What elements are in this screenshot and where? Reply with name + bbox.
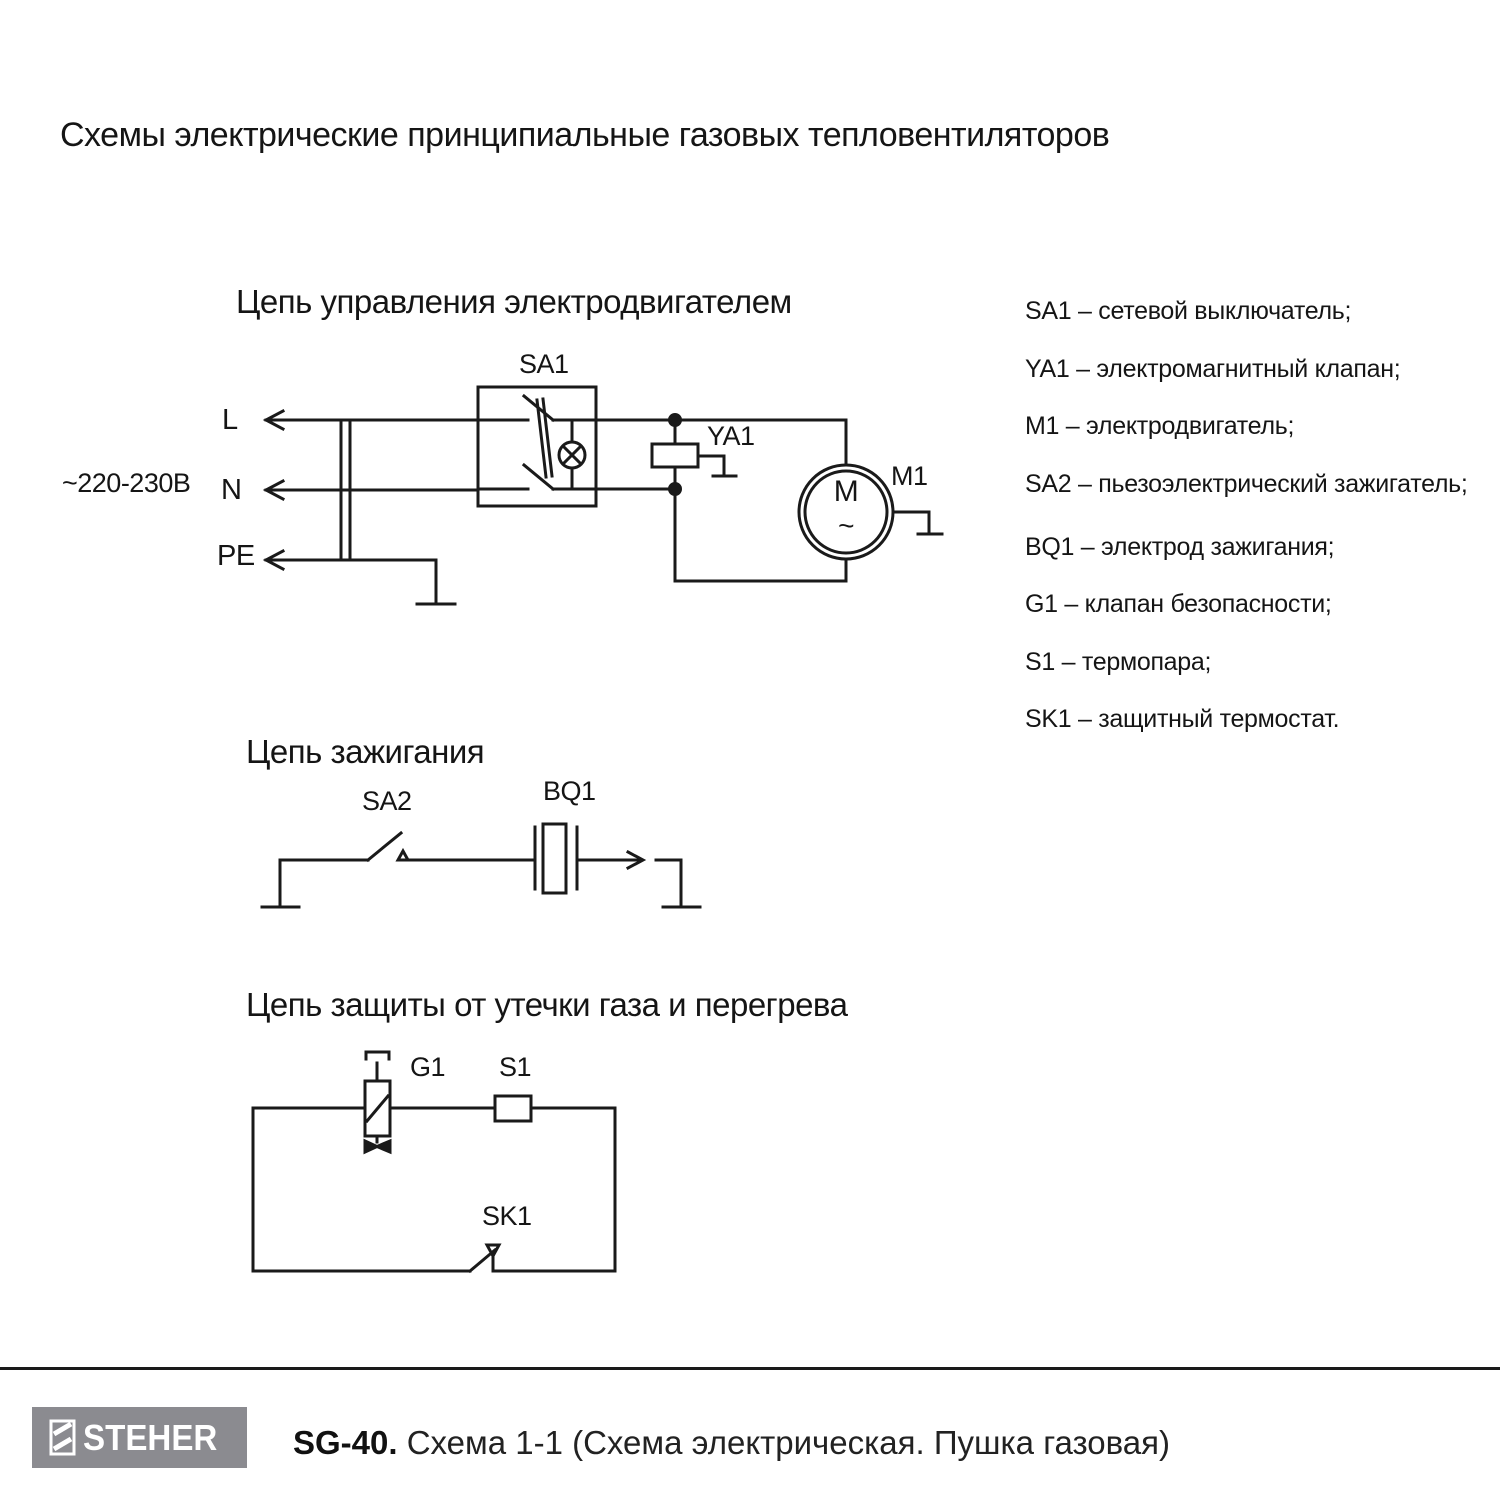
legend-item: S1 – термопара;	[1025, 648, 1212, 676]
steher-logo	[32, 1407, 247, 1468]
terminal-label-pe: PE	[217, 540, 255, 572]
s1-thermocouple-symbol	[495, 1096, 531, 1121]
sa2-piezo-switch-symbol	[368, 833, 408, 860]
page-title: Схемы электрические принципиальные газовых тепловентиляторов	[60, 116, 1110, 154]
label-sk1: SK1	[482, 1201, 532, 1231]
brand-name: STEHER	[83, 1416, 218, 1458]
ignition-circuit	[262, 824, 700, 907]
steher-emblem-icon	[49, 1419, 76, 1456]
terminal-label-l: L	[222, 404, 238, 436]
bq1-electrode-symbol	[535, 824, 577, 893]
legend-item: M1 – электродвигатель;	[1025, 412, 1295, 440]
indicator-lamp-icon	[559, 420, 585, 489]
g1-safety-valve-symbol	[365, 1052, 390, 1152]
ground-symbol-right	[656, 860, 700, 907]
model-number: SG-40.	[293, 1424, 398, 1461]
legend-item: G1 – клапан безопасности;	[1025, 590, 1332, 618]
label-g1: G1	[410, 1052, 446, 1082]
label-s1: S1	[499, 1052, 532, 1082]
protection-title: Цепь защиты от утечки газа и перегрева	[246, 986, 848, 1023]
pe-ground-symbol	[417, 560, 455, 604]
ignition-title: Цепь зажигания	[246, 733, 485, 770]
footer-caption	[293, 1424, 1170, 1462]
schema-caption: Схема 1-1 (Схема электрическая. Пушка газовая)	[406, 1424, 1170, 1461]
voltage-label: ~220-230В	[62, 468, 191, 498]
motor-letter: M	[833, 475, 859, 508]
phase-arrow-n-icon	[266, 481, 478, 499]
legend-item: YA1 – электромагнитный клапан;	[1025, 355, 1401, 383]
label-m1: M1	[891, 461, 928, 491]
sk1-thermostat-symbol	[470, 1245, 499, 1271]
footer-divider	[0, 1367, 1500, 1370]
motor-control-title: Цепь управления электродвигателем	[236, 283, 792, 320]
label-sa1: SA1	[519, 349, 569, 379]
motor-ac-sign: ~	[838, 510, 854, 541]
label-ya1: YA1	[707, 421, 755, 451]
legend-item: SA2 – пьезоэлектрический зажигатель;	[1025, 470, 1468, 498]
legend-item: SK1 – защитный термостат.	[1025, 705, 1340, 733]
legend-item: SA1 – сетевой выключатель;	[1025, 297, 1352, 325]
ground-symbol-left	[262, 860, 299, 907]
legend-item: BQ1 – электрод зажигания;	[1025, 533, 1335, 561]
protection-circuit	[253, 1052, 615, 1271]
label-sa2: SA2	[362, 786, 412, 816]
label-bq1: BQ1	[543, 776, 596, 806]
terminal-label-n: N	[221, 474, 242, 506]
phase-arrow-l-icon	[266, 411, 478, 429]
